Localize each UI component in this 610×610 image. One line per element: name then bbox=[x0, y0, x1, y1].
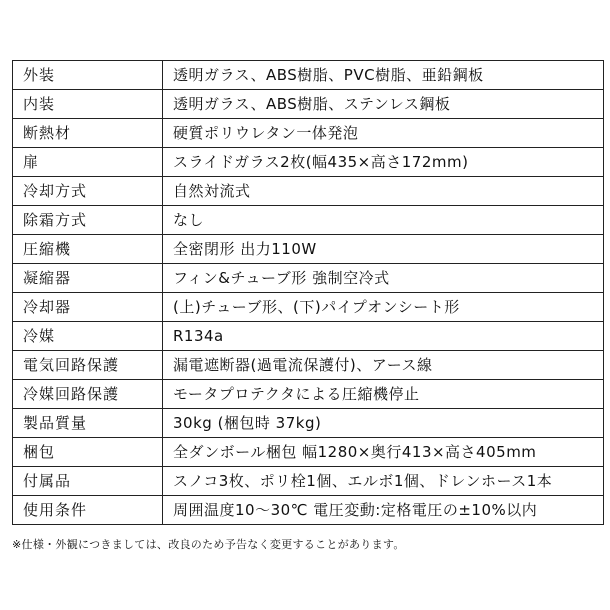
table-row bbox=[13, 148, 604, 177]
table-row bbox=[13, 293, 604, 322]
row-value: 全密閉形 出力110W bbox=[163, 235, 604, 264]
table-row bbox=[13, 206, 604, 235]
row-value: 自然対流式 bbox=[163, 177, 604, 206]
table-row bbox=[13, 90, 604, 119]
table-row bbox=[13, 177, 604, 206]
spec-table bbox=[12, 60, 604, 525]
row-label: 冷媒 bbox=[13, 322, 163, 351]
row-label: 電気回路保護 bbox=[13, 351, 163, 380]
row-value: 周囲温度10～30℃ 電圧変動:定格電圧の±10%以内 bbox=[163, 496, 604, 525]
row-label: 除霜方式 bbox=[13, 206, 163, 235]
row-value: モータプロテクタによる圧縮機停止 bbox=[163, 380, 604, 409]
row-label: 冷却器 bbox=[13, 293, 163, 322]
row-label: 冷却方式 bbox=[13, 177, 163, 206]
row-value: 漏電遮断器(過電流保護付)、アース線 bbox=[163, 351, 604, 380]
row-label: 梱包 bbox=[13, 438, 163, 467]
table-row bbox=[13, 380, 604, 409]
table-row bbox=[13, 467, 604, 496]
table-row bbox=[13, 235, 604, 264]
row-value: 硬質ポリウレタン一体発泡 bbox=[163, 119, 604, 148]
row-value: フィン&チューブ形 強制空冷式 bbox=[163, 264, 604, 293]
table-row bbox=[13, 409, 604, 438]
table-row bbox=[13, 322, 604, 351]
row-label: 製品質量 bbox=[13, 409, 163, 438]
row-label: 断熱材 bbox=[13, 119, 163, 148]
row-label: 圧縮機 bbox=[13, 235, 163, 264]
row-value: なし bbox=[163, 206, 604, 235]
row-label: 使用条件 bbox=[13, 496, 163, 525]
table-row bbox=[13, 61, 604, 90]
row-value: (上)チューブ形、(下)パイプオンシート形 bbox=[163, 293, 604, 322]
row-value: 全ダンボール梱包 幅1280×奥行413×高さ405mm bbox=[163, 438, 604, 467]
row-value: 30kg (梱包時 37kg) bbox=[163, 409, 604, 438]
row-value: 透明ガラス、ABS樹脂、ステンレス鋼板 bbox=[163, 90, 604, 119]
table-row bbox=[13, 264, 604, 293]
row-label: 凝縮器 bbox=[13, 264, 163, 293]
row-label: 外装 bbox=[13, 61, 163, 90]
row-label: 冷媒回路保護 bbox=[13, 380, 163, 409]
table-row bbox=[13, 496, 604, 525]
table-row bbox=[13, 351, 604, 380]
row-value: スノコ3枚、ポリ栓1個、エルボ1個、ドレンホース1本 bbox=[163, 467, 604, 496]
row-value: R134a bbox=[163, 322, 604, 351]
spec-table-container bbox=[12, 60, 602, 525]
row-value: スライドガラス2枚(幅435×高さ172mm) bbox=[163, 148, 604, 177]
footnote: ※仕様・外観につきましては、改良のため予告なく変更することがあります。 bbox=[12, 538, 405, 551]
row-label: 扉 bbox=[13, 148, 163, 177]
row-label: 内装 bbox=[13, 90, 163, 119]
table-row bbox=[13, 438, 604, 467]
row-value: 透明ガラス、ABS樹脂、PVC樹脂、亜鉛鋼板 bbox=[163, 61, 604, 90]
table-row bbox=[13, 119, 604, 148]
row-label: 付属品 bbox=[13, 467, 163, 496]
